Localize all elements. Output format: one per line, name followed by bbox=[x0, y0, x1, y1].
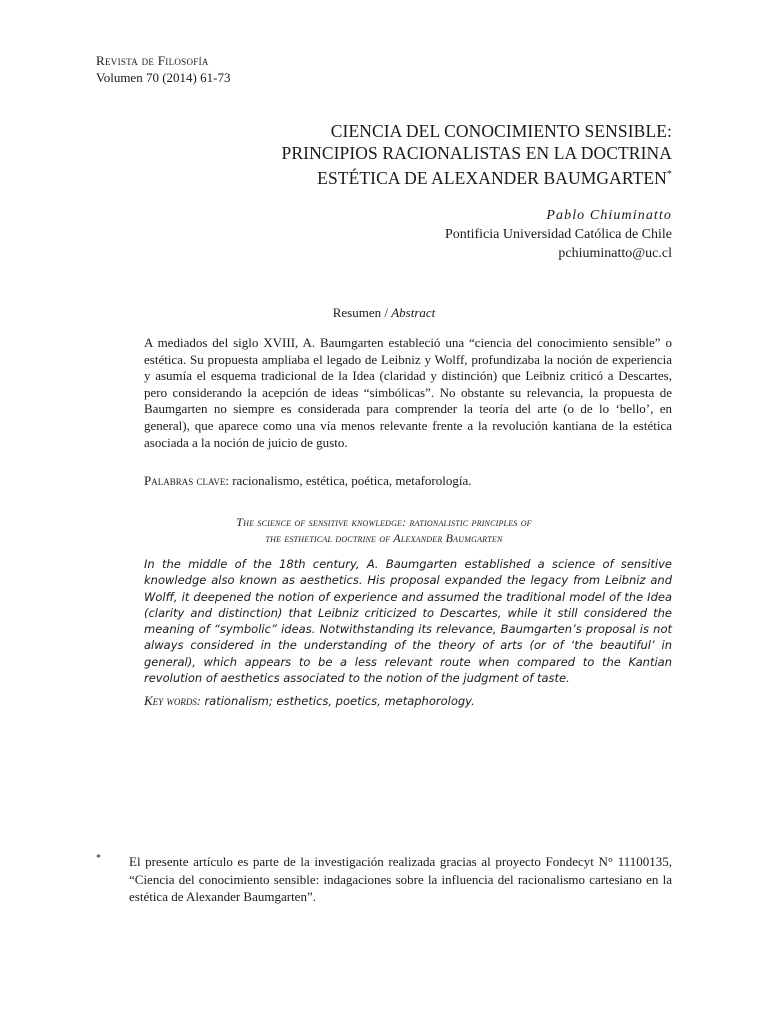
journal-volume: Volumen 70 (2014) 61-73 bbox=[96, 70, 231, 85]
author-name: Pablo Chiuminatto bbox=[546, 208, 672, 223]
english-title-line-2: the esthetical doctrine of Alexander Baumgarten bbox=[265, 531, 503, 545]
title-line-3-text: ESTÉTICA DE ALEXANDER BAUMGARTEN bbox=[317, 168, 667, 188]
journal-header bbox=[96, 52, 230, 86]
resumen-label: Resumen / bbox=[332, 305, 392, 320]
key-words bbox=[144, 693, 672, 710]
key-words-list: : rationalism; esthetics, poetics, metaphorology. bbox=[196, 694, 475, 708]
palabras-clave bbox=[144, 473, 672, 490]
palabras-clave-list: : racionalismo, estética, poética, metaforología. bbox=[225, 473, 472, 488]
abstract-paragraph: In the middle of the 18th century, A. Baumgarten established a science of sensitive knowledge also known as aesthetics. His proposal expanded the legacy from Leibniz and Wolff, it deepened the notion of experience and assumed the traditional model of the Idea (clarity and distinction) that Leibniz criticized to Descartes, while it still considered the meaning of “symbolic” ideas. Notwithstanding its relevance, Baumgarten’s proposal is not always considered in the understanding of the theory of arts (or of ‘the beautiful’ in general), which appears to be a less relevant route when compared to the Kantian revolution of aesthetics associated to the notion of the judgment of taste. bbox=[144, 557, 672, 686]
key-words-label: Key words bbox=[144, 693, 197, 708]
title-line-2: PRINCIPIOS RACIONALISTAS EN LA DOCTRINA bbox=[281, 143, 672, 163]
article-title bbox=[152, 120, 672, 189]
author-email: pchiuminatto@uc.cl bbox=[558, 246, 672, 261]
abstract-heading bbox=[0, 305, 768, 321]
author-block bbox=[445, 206, 672, 263]
title-footnote-mark: * bbox=[666, 169, 672, 180]
journal-name: Revista de Filosofía bbox=[96, 53, 209, 68]
english-title-line-1: The science of sensitive knowledge: rationalistic principles of bbox=[236, 515, 532, 529]
title-line-1: CIENCIA DEL CONOCIMIENTO SENSIBLE: bbox=[330, 121, 672, 141]
author-affiliation: Pontificia Universidad Católica de Chile bbox=[444, 227, 672, 242]
footnote bbox=[96, 853, 672, 906]
palabras-clave-label: Palabras clave bbox=[144, 473, 226, 488]
footnote-mark: * bbox=[96, 853, 101, 864]
english-title bbox=[0, 514, 768, 546]
footnote-text: El presente artículo es parte de la investigación realizada gracias al proyecto Fondecyt N° 11100135, “Ciencia del conocimiento sensible: indagaciones sobre la influencia del racionalismo cartesiano en la estética de Alexander Baumgarten”. bbox=[129, 854, 672, 905]
title-line-3 bbox=[152, 164, 672, 189]
abstract-label: Abstract bbox=[391, 305, 436, 320]
resumen-paragraph: A mediados del siglo XVIII, A. Baumgarten estableció una “ciencia del conocimiento sensible” o estética. Su propuesta ampliaba el legado de Leibniz y Wolff, profundizaba la noción de experiencia y asumía el esquema tradicional de la Idea (claridad y distinción) que Leibniz criticó a Descartes, pero considerando la acepción de ideas “simbólicas”. No obstante su relevancia, la propuesta de Baumgarten no siempre es considerada para comprender la teoría del arte (o de lo ‘bello’, en general), que aparece como una vía menos relevante frente a la revolución kantiana de la estética asociada a la noción de juicio de gusto. bbox=[144, 335, 672, 450]
